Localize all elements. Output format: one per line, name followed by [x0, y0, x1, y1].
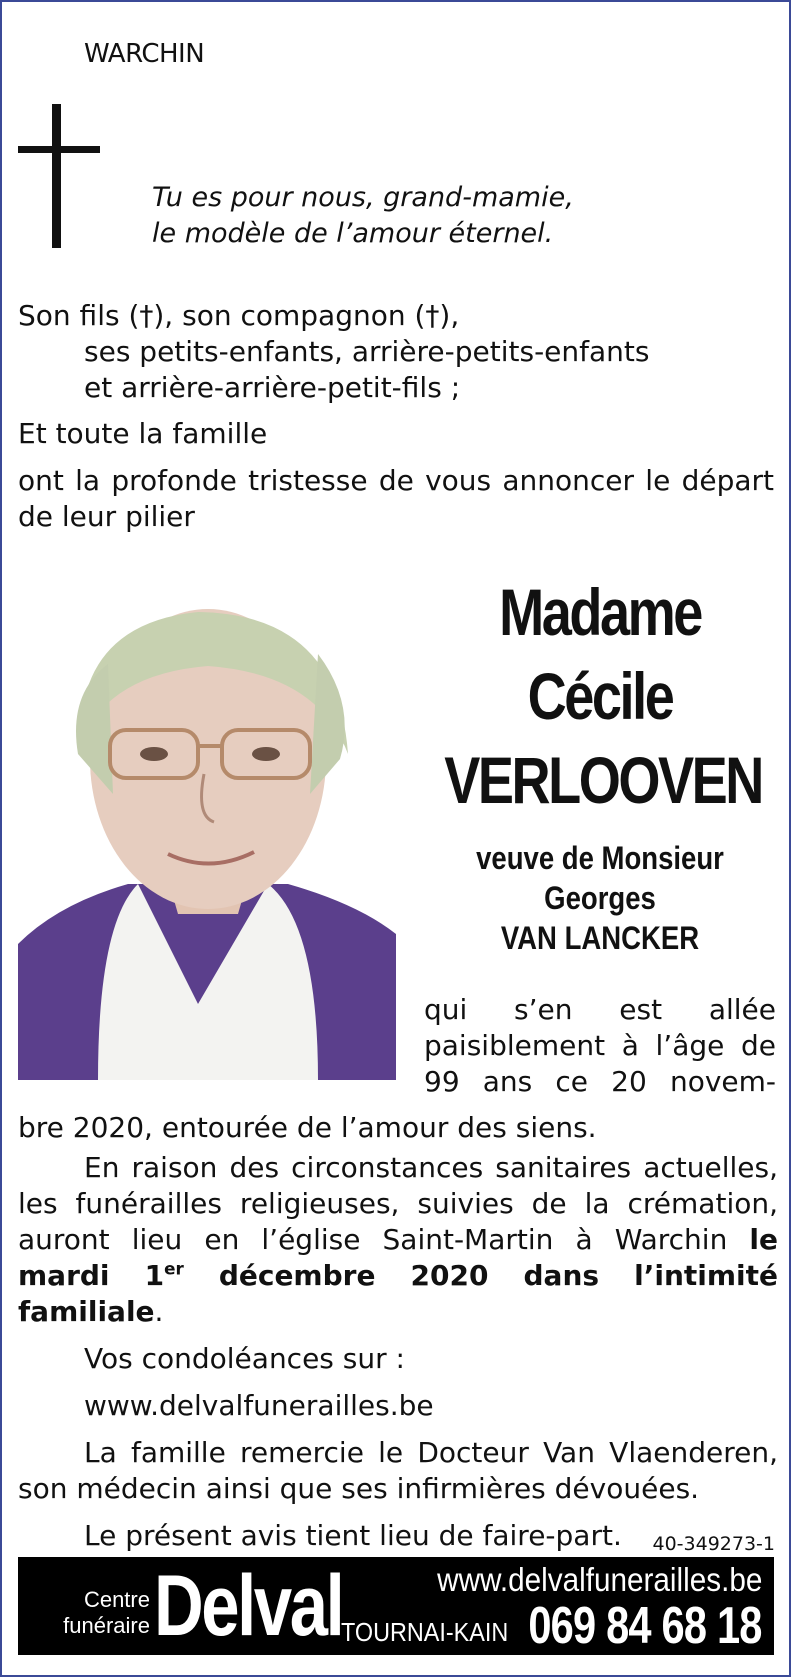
quote-line-2: le modèle de l’amour éternel.: [152, 218, 554, 249]
funeral-home-label: Centre funéraire: [63, 1587, 150, 1638]
widow-line-1: veuve de Monsieur: [476, 840, 724, 876]
passing-text: qui s’en est allée paisiblement à l’âge de 99 ans ce 20 novem-: [424, 993, 776, 1098]
family-list: [18, 298, 778, 406]
family-line-2: ses petits-enfants, arrière-petits-enfants: [84, 335, 650, 368]
deceased-portrait: [18, 584, 396, 1080]
funeral-paragraph: En raison des circonstances sanitaires actuelles, les funérailles religieuses, suivies de la crémation, auront lieu en l’église Saint-Martin à Warchin le mardi 1er décembre 2020 dans l’intimité familiale.: [18, 1151, 779, 1328]
funeral-text: En raison des circonstances sanitaires actuelles, les funérailles religieuses, suivies de la crémation, auront lieu en l’église Saint-Martin à Warchin: [18, 1151, 778, 1256]
funeral-date: le mardi 1er décembre 2020 dans l’intimité familiale: [18, 1223, 779, 1328]
obituary-body: [18, 1150, 778, 1554]
funeral-home-name: Delval: [154, 1558, 343, 1654]
funeral-home-phone[interactable]: 069 84 68 18: [528, 1597, 762, 1655]
thanks-text: La famille remercie le Docteur Van Vlaenderen, son médecin ainsi que ses infirmières dévouées.: [18, 1436, 778, 1505]
deceased-name: [410, 570, 790, 822]
widow-of: [410, 838, 790, 958]
reference-number: 40-349273-1: [652, 1533, 775, 1555]
widow-line-3: VAN LANCKER: [500, 920, 700, 956]
deceased-title: Madame: [499, 575, 701, 649]
announcement-text: ont la profonde tristesse de vous annoncer le départ de leur pilier: [18, 464, 774, 533]
family-line-4: Et toute la famille: [18, 417, 268, 450]
notice-text: Le présent avis tient lieu de faire-part.: [84, 1519, 622, 1552]
family-line-3: et arrière-arrière-petit-fils ;: [84, 371, 461, 404]
funeral-home-banner: [18, 1557, 774, 1655]
condolences-label: Vos condoléances sur :: [84, 1342, 405, 1375]
memorial-quote: [152, 180, 574, 252]
deceased-first-name: Cécile: [527, 659, 673, 733]
widow-line-2: Georges: [544, 880, 656, 916]
funeral-home-website[interactable]: www.delvalfunerailles.be: [436, 1561, 762, 1598]
location-heading: WARCHIN: [84, 39, 205, 69]
funeral-home-city: TOURNAI-KAIN: [341, 1617, 509, 1647]
quote-line-1: Tu es pour nous, grand-mamie,: [152, 182, 574, 213]
passing-text-continued: bre 2020, entourée de l’amour des siens.: [18, 1111, 597, 1144]
deceased-last-name: VERLOOVEN: [444, 743, 762, 817]
family-line-1: Son fils (†), son compagnon (†),: [18, 299, 460, 332]
condolences-url[interactable]: www.delvalfunerailles.be: [84, 1389, 434, 1422]
